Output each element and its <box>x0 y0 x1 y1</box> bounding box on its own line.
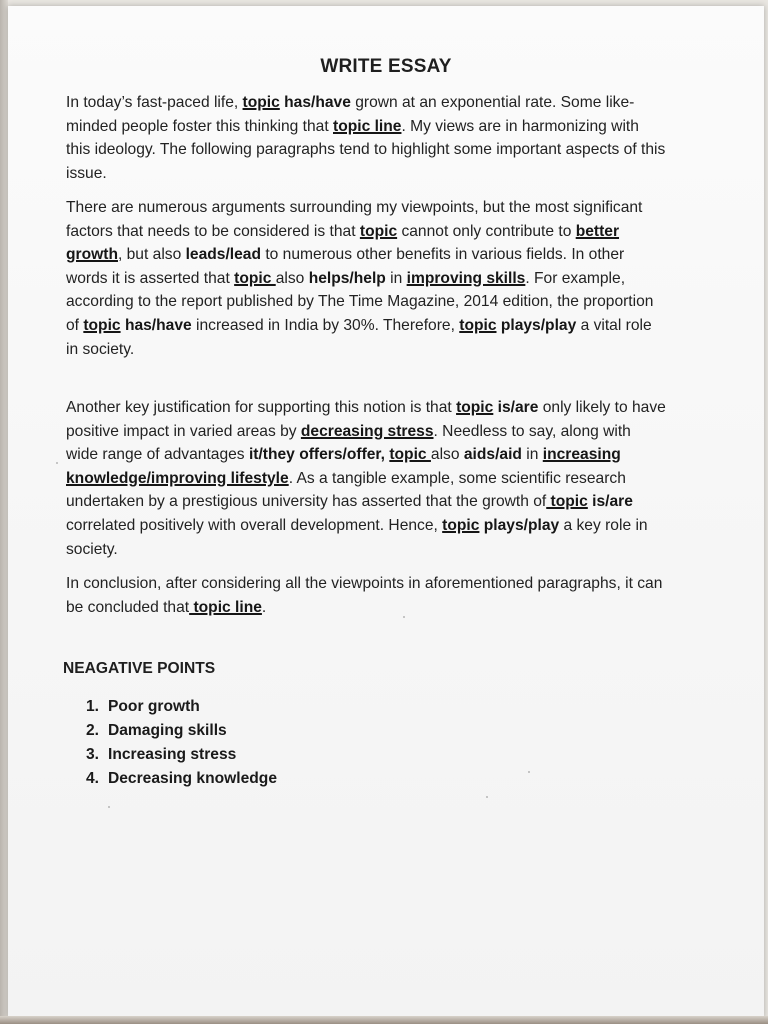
essay-text: . As a tangible example, some scientific research undertaken by a prestigious university has asserted that the growth of <box>66 469 626 511</box>
paper-speck <box>486 796 488 798</box>
essay-text: increased in India by 30%. Therefore, <box>191 316 460 334</box>
template-placeholder: topic <box>359 222 398 240</box>
paper-speck <box>403 616 405 618</box>
paragraph-intro <box>66 91 666 185</box>
template-placeholder: topic <box>389 446 431 464</box>
verb-choice: plays/play <box>479 516 560 534</box>
template-placeholder: topic <box>242 94 280 111</box>
template-placeholder: topic <box>546 493 588 511</box>
template-placeholder: better growth <box>66 222 620 264</box>
list-item: 1. Poor growth <box>86 698 200 715</box>
verb-choice: has/have <box>279 94 351 111</box>
verb-choice: helps/help <box>308 269 386 287</box>
verb-choice: it/they offers/offer, <box>248 446 385 464</box>
list-item: 2. Damaging skills <box>86 722 227 739</box>
essay-text: There are numerous arguments surrounding my viewpoints, but the most significant factors that needs to be considered is that <box>66 199 643 240</box>
template-placeholder: topic <box>234 269 276 287</box>
negative-points-heading: NEAGATIVE POINTS <box>63 660 216 677</box>
verb-choice: is/are <box>587 493 633 511</box>
essay-text: to numerous other benefits in various fields. In other words it is asserted that <box>66 246 625 287</box>
essay-text: Another key justification for supporting this notion is that <box>66 399 457 416</box>
essay-text: also <box>275 269 309 287</box>
verb-choice: aids/aid <box>463 446 522 464</box>
essay-title: WRITE ESSAY <box>320 56 452 77</box>
paper-speck <box>108 806 110 808</box>
essay-text: grown at an exponential rate. Some like-minded people foster this thinking that <box>66 94 635 135</box>
essay-text: in <box>521 446 543 464</box>
paper-speck <box>528 771 530 773</box>
essay-text: only likely to have positive impact in varied areas by <box>66 399 666 440</box>
essay-text: . My views are in harmonizing with this ideology. The following paragraphs tend to highlight some important aspects of this issue. <box>66 117 666 182</box>
essay-text: in <box>385 269 407 287</box>
template-placeholder: improving skills <box>406 269 526 287</box>
essay-text: . Needless to say, along with wide range of advantages <box>66 422 631 464</box>
template-placeholder: topic <box>83 316 121 334</box>
essay-text: . For example, according to the report published by The Time Magazine, 2014 edition, the proportion of <box>66 269 654 334</box>
verb-choice: is/are <box>493 399 539 416</box>
essay-text: In conclusion, after considering all the viewpoints in aforementioned paragraphs, it can be concluded that <box>66 575 663 616</box>
paper-shadow-left <box>0 0 8 1024</box>
paragraph-body-1 <box>66 196 666 361</box>
essay-text: , but also <box>117 246 186 264</box>
paper-shadow-bottom <box>0 1016 768 1024</box>
essay-text: a vital role in society. <box>66 316 652 358</box>
template-placeholder: topic <box>459 316 497 334</box>
essay-text: In today’s fast-paced life, <box>66 94 243 111</box>
list-item: 4. Decreasing knowledge <box>86 770 277 787</box>
verb-choice: has/have <box>124 316 192 334</box>
paper-speck <box>56 462 58 464</box>
essay-text: a key role in society. <box>66 516 648 558</box>
template-placeholder: topic <box>456 399 494 416</box>
verb-choice: leads/lead <box>185 246 262 264</box>
negative-points-list <box>86 695 277 791</box>
essay-sheet <box>8 6 764 1018</box>
template-placeholder: decreasing stress <box>300 422 434 440</box>
essay-text: . <box>261 598 267 616</box>
template-placeholder: topic line <box>189 598 262 616</box>
paragraph-conclusion <box>66 572 666 619</box>
template-placeholder: topic <box>442 516 480 534</box>
paragraph-body-2 <box>66 396 666 561</box>
verb-choice: plays/play <box>496 316 577 334</box>
template-placeholder: topic line <box>333 117 402 135</box>
list-item: 3. Increasing stress <box>86 746 237 763</box>
essay-text: cannot only contribute to <box>397 222 576 240</box>
template-placeholder: increasing knowledge/improving lifestyle <box>66 446 621 487</box>
essay-text: correlated positively with overall development. Hence, <box>66 516 443 534</box>
essay-text: also <box>430 446 464 464</box>
